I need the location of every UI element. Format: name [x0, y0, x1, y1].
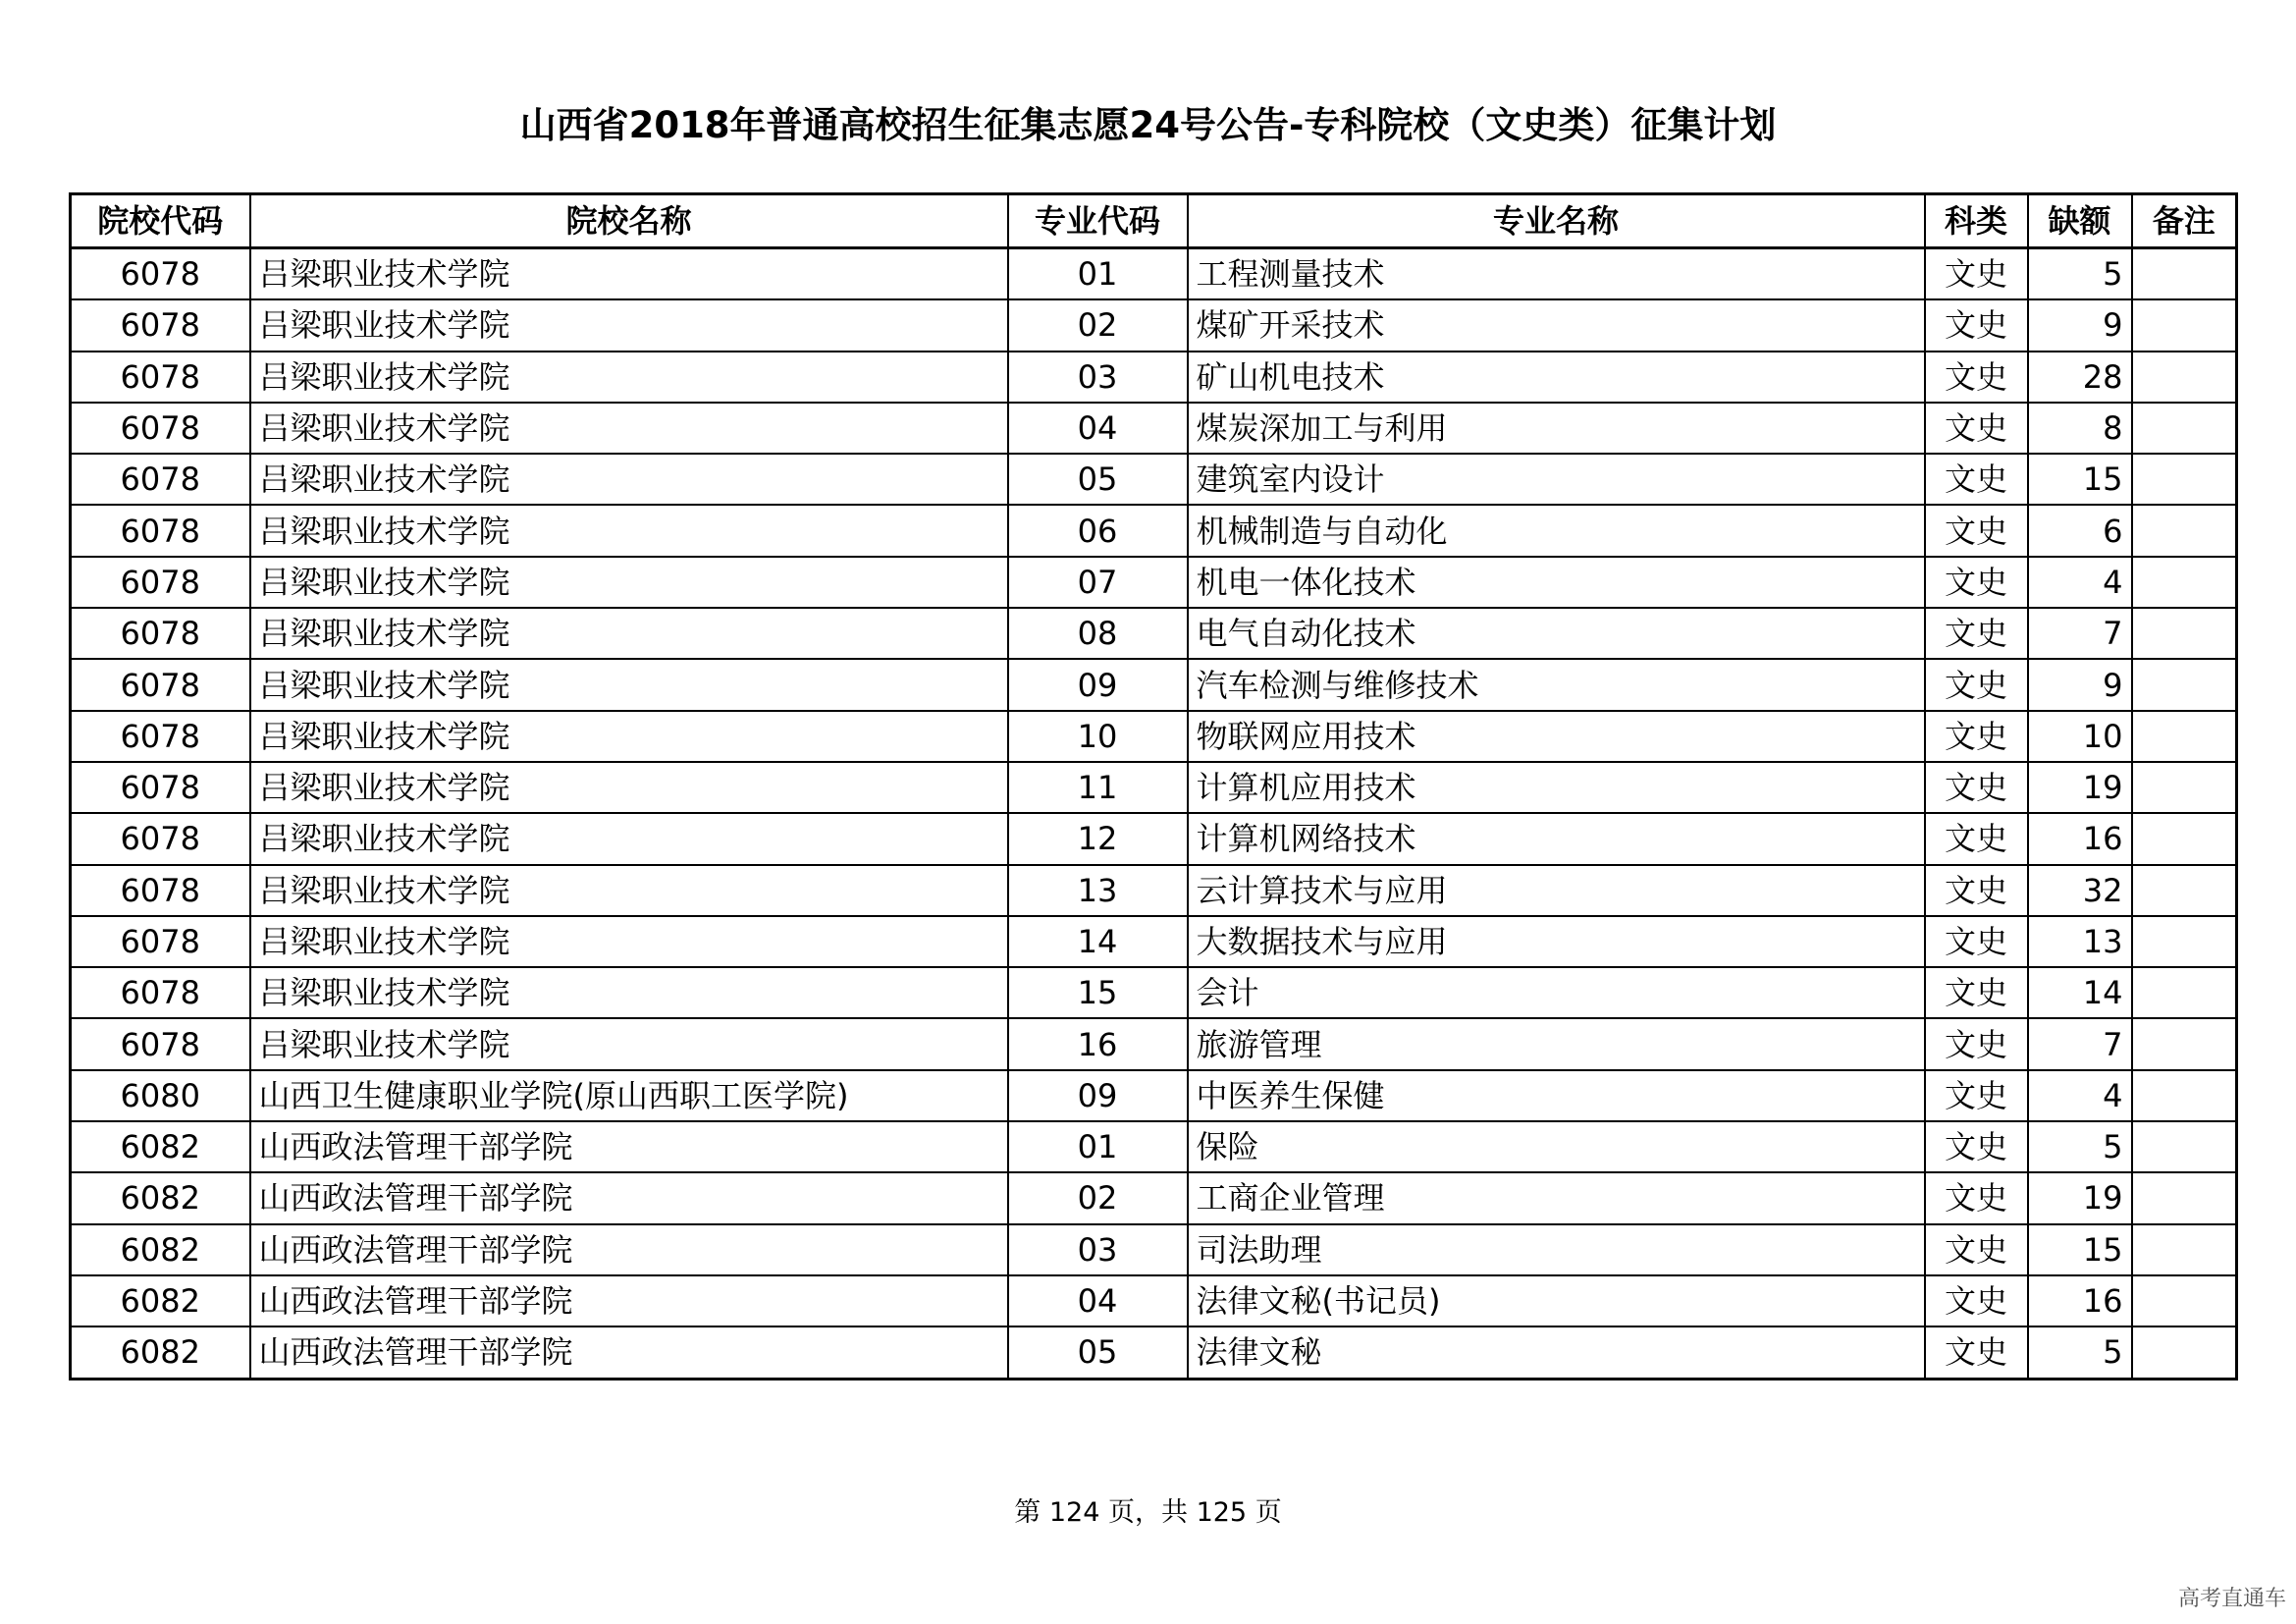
cell-major-code: 04 [1008, 1275, 1188, 1326]
cell-vacancy: 4 [2028, 1070, 2132, 1121]
cell-major-name: 汽车检测与维修技术 [1188, 659, 1925, 710]
table-row [71, 1070, 2237, 1121]
cell-vacancy: 7 [2028, 608, 2132, 659]
cell-major-name: 机电一体化技术 [1188, 557, 1925, 608]
cell-vacancy: 15 [2028, 1224, 2132, 1275]
table-row [71, 659, 2237, 710]
table-row [71, 608, 2237, 659]
cell-remark [2132, 762, 2237, 813]
cell-major-code: 12 [1008, 813, 1188, 864]
cell-school-code: 6078 [71, 967, 250, 1018]
cell-school-code: 6078 [71, 865, 250, 916]
header-remark: 备注 [2132, 194, 2237, 248]
cell-category: 文史 [1925, 1121, 2028, 1172]
cell-vacancy: 16 [2028, 1275, 2132, 1326]
cell-vacancy: 4 [2028, 557, 2132, 608]
cell-major-name: 工程测量技术 [1188, 248, 1925, 300]
cell-remark [2132, 248, 2237, 300]
cell-major-name: 计算机网络技术 [1188, 813, 1925, 864]
watermark-text: 高考直通车 [2177, 1587, 2286, 1611]
cell-school-code: 6082 [71, 1172, 250, 1223]
cell-school-name: 吕梁职业技术学院 [250, 813, 1008, 864]
cell-major-code: 16 [1008, 1018, 1188, 1069]
cell-category: 文史 [1925, 403, 2028, 454]
cell-major-name: 机械制造与自动化 [1188, 505, 1925, 556]
cell-school-code: 6078 [71, 557, 250, 608]
cell-vacancy: 19 [2028, 1172, 2132, 1223]
table-row [71, 1121, 2237, 1172]
table-row [71, 916, 2237, 967]
cell-vacancy: 14 [2028, 967, 2132, 1018]
cell-school-name: 吕梁职业技术学院 [250, 403, 1008, 454]
table-header-row [71, 194, 2237, 248]
cell-major-code: 02 [1008, 1172, 1188, 1223]
cell-remark [2132, 608, 2237, 659]
cell-major-name: 煤矿开采技术 [1188, 299, 1925, 351]
cell-major-code: 14 [1008, 916, 1188, 967]
cell-school-code: 6082 [71, 1224, 250, 1275]
cell-school-name: 山西政法管理干部学院 [250, 1275, 1008, 1326]
cell-major-name: 保险 [1188, 1121, 1925, 1172]
table-row [71, 1018, 2237, 1069]
cell-category: 文史 [1925, 659, 2028, 710]
cell-category: 文史 [1925, 865, 2028, 916]
cell-school-name: 吕梁职业技术学院 [250, 454, 1008, 505]
table-row [71, 813, 2237, 864]
table-row [71, 1275, 2237, 1326]
cell-school-code: 6078 [71, 403, 250, 454]
table-body [71, 248, 2237, 1380]
header-school-name: 院校名称 [250, 194, 1008, 248]
cell-school-code: 6080 [71, 1070, 250, 1121]
cell-major-code: 10 [1008, 711, 1188, 762]
cell-remark [2132, 1018, 2237, 1069]
cell-school-name: 吕梁职业技术学院 [250, 299, 1008, 351]
table-row [71, 248, 2237, 300]
cell-category: 文史 [1925, 352, 2028, 403]
cell-school-code: 6082 [71, 1326, 250, 1379]
table-row [71, 1172, 2237, 1223]
cell-major-name: 大数据技术与应用 [1188, 916, 1925, 967]
cell-major-code: 03 [1008, 1224, 1188, 1275]
cell-major-name: 建筑室内设计 [1188, 454, 1925, 505]
cell-school-name: 山西政法管理干部学院 [250, 1172, 1008, 1223]
cell-school-code: 6082 [71, 1275, 250, 1326]
cell-category: 文史 [1925, 1326, 2028, 1379]
cell-school-name: 山西政法管理干部学院 [250, 1121, 1008, 1172]
cell-category: 文史 [1925, 454, 2028, 505]
cell-major-name: 煤炭深加工与利用 [1188, 403, 1925, 454]
cell-vacancy: 13 [2028, 916, 2132, 967]
cell-school-code: 6078 [71, 813, 250, 864]
table-row [71, 557, 2237, 608]
cell-major-name: 矿山机电技术 [1188, 352, 1925, 403]
cell-school-name: 山西政法管理干部学院 [250, 1326, 1008, 1379]
cell-school-name: 吕梁职业技术学院 [250, 608, 1008, 659]
cell-category: 文史 [1925, 967, 2028, 1018]
cell-major-code: 07 [1008, 557, 1188, 608]
table-row [71, 505, 2237, 556]
table-row [71, 1326, 2237, 1379]
cell-school-name: 吕梁职业技术学院 [250, 248, 1008, 300]
cell-vacancy: 6 [2028, 505, 2132, 556]
cell-major-code: 15 [1008, 967, 1188, 1018]
cell-major-code: 02 [1008, 299, 1188, 351]
cell-major-code: 03 [1008, 352, 1188, 403]
cell-major-code: 05 [1008, 1326, 1188, 1379]
cell-category: 文史 [1925, 505, 2028, 556]
cell-vacancy: 7 [2028, 1018, 2132, 1069]
table-row [71, 967, 2237, 1018]
cell-major-name: 法律文秘 [1188, 1326, 1925, 1379]
cell-major-name: 法律文秘(书记员) [1188, 1275, 1925, 1326]
table-row [71, 299, 2237, 351]
cell-major-code: 11 [1008, 762, 1188, 813]
cell-school-name: 吕梁职业技术学院 [250, 916, 1008, 967]
cell-category: 文史 [1925, 916, 2028, 967]
cell-school-code: 6082 [71, 1121, 250, 1172]
cell-major-code: 13 [1008, 865, 1188, 916]
cell-remark [2132, 1275, 2237, 1326]
cell-major-name: 司法助理 [1188, 1224, 1925, 1275]
table-row [71, 403, 2237, 454]
cell-major-name: 会计 [1188, 967, 1925, 1018]
cell-remark [2132, 967, 2237, 1018]
cell-category: 文史 [1925, 1018, 2028, 1069]
table-row [71, 711, 2237, 762]
cell-vacancy: 5 [2028, 1326, 2132, 1379]
cell-vacancy: 28 [2028, 352, 2132, 403]
cell-major-code: 09 [1008, 659, 1188, 710]
cell-major-name: 中医养生保健 [1188, 1070, 1925, 1121]
table-row [71, 762, 2237, 813]
cell-school-name: 吕梁职业技术学院 [250, 1018, 1008, 1069]
header-school-code: 院校代码 [71, 194, 250, 248]
cell-remark [2132, 1326, 2237, 1379]
cell-vacancy: 5 [2028, 1121, 2132, 1172]
cell-remark [2132, 1224, 2237, 1275]
cell-vacancy: 10 [2028, 711, 2132, 762]
cell-school-name: 吕梁职业技术学院 [250, 557, 1008, 608]
cell-school-name: 山西政法管理干部学院 [250, 1224, 1008, 1275]
cell-remark [2132, 1070, 2237, 1121]
cell-school-code: 6078 [71, 505, 250, 556]
cell-remark [2132, 865, 2237, 916]
cell-category: 文史 [1925, 1070, 2028, 1121]
page-title: 山西省2018年普通高校招生征集志愿24号公告-专科院校（文史类）征集计划 [519, 104, 1777, 146]
header-category: 科类 [1925, 194, 2028, 248]
cell-remark [2132, 1121, 2237, 1172]
cell-remark [2132, 557, 2237, 608]
enrollment-plan-table [69, 192, 2238, 1380]
table-row [71, 454, 2237, 505]
cell-major-code: 01 [1008, 1121, 1188, 1172]
cell-remark [2132, 454, 2237, 505]
cell-remark [2132, 659, 2237, 710]
cell-school-code: 6078 [71, 248, 250, 300]
header-major-code: 专业代码 [1008, 194, 1188, 248]
cell-vacancy: 19 [2028, 762, 2132, 813]
cell-major-name: 电气自动化技术 [1188, 608, 1925, 659]
cell-school-code: 6078 [71, 916, 250, 967]
cell-remark [2132, 813, 2237, 864]
cell-category: 文史 [1925, 557, 2028, 608]
cell-major-name: 物联网应用技术 [1188, 711, 1925, 762]
cell-major-code: 09 [1008, 1070, 1188, 1121]
cell-vacancy: 32 [2028, 865, 2132, 916]
cell-school-code: 6078 [71, 659, 250, 710]
cell-category: 文史 [1925, 1224, 2028, 1275]
cell-major-code: 06 [1008, 505, 1188, 556]
cell-school-code: 6078 [71, 352, 250, 403]
page-number: 第 124 页，共 125 页 [1014, 1497, 1282, 1528]
cell-category: 文史 [1925, 711, 2028, 762]
cell-major-code: 04 [1008, 403, 1188, 454]
table-row [71, 352, 2237, 403]
cell-category: 文史 [1925, 813, 2028, 864]
cell-school-name: 吕梁职业技术学院 [250, 659, 1008, 710]
cell-school-code: 6078 [71, 608, 250, 659]
cell-major-name: 计算机应用技术 [1188, 762, 1925, 813]
cell-vacancy: 15 [2028, 454, 2132, 505]
cell-category: 文史 [1925, 608, 2028, 659]
header-major-name: 专业名称 [1188, 194, 1925, 248]
cell-school-name: 吕梁职业技术学院 [250, 967, 1008, 1018]
cell-vacancy: 9 [2028, 299, 2132, 351]
header-vacancy: 缺额 [2028, 194, 2132, 248]
cell-remark [2132, 505, 2237, 556]
cell-major-name: 工商企业管理 [1188, 1172, 1925, 1223]
cell-major-name: 云计算技术与应用 [1188, 865, 1925, 916]
cell-remark [2132, 916, 2237, 967]
cell-remark [2132, 403, 2237, 454]
cell-remark [2132, 1172, 2237, 1223]
cell-category: 文史 [1925, 1172, 2028, 1223]
cell-school-name: 吕梁职业技术学院 [250, 865, 1008, 916]
cell-school-name: 吕梁职业技术学院 [250, 505, 1008, 556]
table-row [71, 1224, 2237, 1275]
cell-vacancy: 8 [2028, 403, 2132, 454]
cell-major-code: 05 [1008, 454, 1188, 505]
cell-school-name: 吕梁职业技术学院 [250, 711, 1008, 762]
cell-category: 文史 [1925, 1275, 2028, 1326]
cell-major-code: 08 [1008, 608, 1188, 659]
cell-major-code: 01 [1008, 248, 1188, 300]
cell-vacancy: 9 [2028, 659, 2132, 710]
cell-remark [2132, 352, 2237, 403]
cell-category: 文史 [1925, 299, 2028, 351]
cell-vacancy: 5 [2028, 248, 2132, 300]
cell-school-code: 6078 [71, 1018, 250, 1069]
cell-school-name: 吕梁职业技术学院 [250, 762, 1008, 813]
table-row [71, 865, 2237, 916]
cell-school-code: 6078 [71, 299, 250, 351]
cell-major-name: 旅游管理 [1188, 1018, 1925, 1069]
cell-school-name: 吕梁职业技术学院 [250, 352, 1008, 403]
cell-school-code: 6078 [71, 454, 250, 505]
cell-category: 文史 [1925, 762, 2028, 813]
cell-school-code: 6078 [71, 762, 250, 813]
cell-category: 文史 [1925, 248, 2028, 300]
cell-remark [2132, 711, 2237, 762]
cell-school-name: 山西卫生健康职业学院(原山西职工医学院) [250, 1070, 1008, 1121]
cell-vacancy: 16 [2028, 813, 2132, 864]
cell-remark [2132, 299, 2237, 351]
cell-school-code: 6078 [71, 711, 250, 762]
